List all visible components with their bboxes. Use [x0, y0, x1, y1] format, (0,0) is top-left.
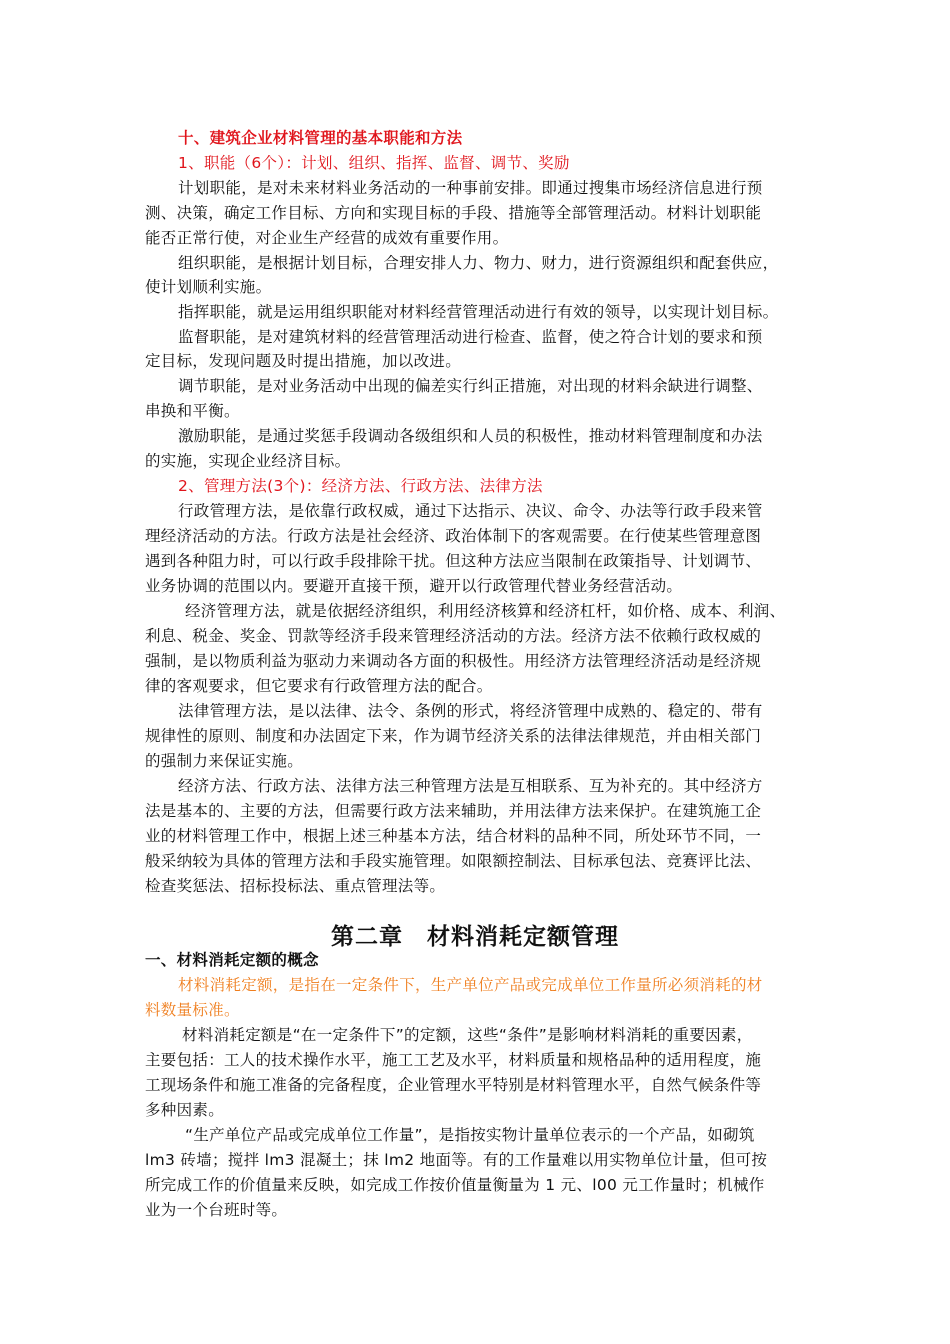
paragraph-line: 业的材料管理工作中，根据上述三种基本方法，结合材料的品种不同，所处环节不同，一	[145, 827, 762, 845]
paragraph-line: 行政管理方法，是依靠行政权威，通过下达指示、决议、命令、办法等行政手段来管	[178, 502, 763, 520]
paragraph-line: 遇到各种阻力时，可以行政手段排除干扰。但这种方法应当限制在政策指导、计划调节、	[145, 552, 762, 570]
paragraph-line: 业为一个台班时等。	[145, 1201, 288, 1219]
paragraph-line: 律的客观要求，但它要求有行政管理方法的配合。	[145, 677, 493, 695]
paragraph-line: 多种因素。	[145, 1101, 225, 1119]
subheading-functions: 1、职能（6个）：计划、组织、指挥、监督、调节、奖励	[178, 154, 570, 172]
paragraph-line: 的实施，实现企业经济目标。	[145, 452, 351, 470]
paragraph-line: 理经济活动的方法。行政方法是社会经济、政治体制下的客观需要。在行使某些管理意图	[145, 527, 762, 545]
paragraph-line: “生产单位产品或完成单位工作量”，是指按实物计量单位表示的一个产品，如砌筑	[185, 1126, 755, 1144]
paragraph-line: 业务协调的范围以内。要避开直接干预，避开以行政管理代替业务经营活动。	[145, 577, 683, 595]
paragraph-line: 法律管理方法，是以法律、法令、条例的形式，将经济管理中成熟的、稳定的、带有	[178, 702, 763, 720]
paragraph-line: 般采纳较为具体的管理方法和手段实施管理。如限额控制法、目标承包法、竞赛评比法、	[145, 852, 762, 870]
section-title: 十、建筑企业材料管理的基本职能和方法	[178, 129, 463, 147]
subheading-methods: 2、管理方法(3个)：经济方法、行政方法、法律方法	[178, 477, 543, 495]
paragraph-line: 规律性的原则、制度和办法固定下来，作为调节经济关系的法律法律规范，并由相关部门	[145, 727, 762, 745]
paragraph-line: 材料消耗定额是“在一定条件下”的定额，这些“条件”是影响材料消耗的重要因素，	[182, 1026, 753, 1044]
paragraph-line: 经济管理方法，就是依据经济组织，利用经济核算和经济杠杆，如价格、成本、利润、	[185, 602, 786, 620]
paragraph-line: 工现场条件和施工准备的完备程度，企业管理水平特别是材料管理水平，自然气候条件等	[145, 1076, 762, 1094]
paragraph-line: 计划职能，是对未来材料业务活动的一种事前安排。即通过搜集市场经济信息进行预	[178, 179, 763, 197]
paragraph-line: 所完成工作的价值量来反映，如完成工作按价值量衡量为 1 元、l00 元工作量时；机械作	[145, 1176, 765, 1194]
paragraph-line: 法是基本的、主要的方法，但需要行政方法来辅助，并用法律方法来保护。在建筑施工企	[145, 802, 762, 820]
section-heading: 一、材料消耗定额的概念	[145, 951, 319, 969]
paragraph-line: 组织职能，是根据计划目标，合理安排人力、物力、财力，进行资源组织和配套供应，	[178, 254, 779, 272]
paragraph-line: 激励职能，是通过奖惩手段调动各级组织和人员的积极性，推动材料管理制度和办法	[178, 427, 763, 445]
paragraph-line: 经济方法、行政方法、法律方法三种管理方法是互相联系、互为补充的。其中经济方	[178, 777, 763, 795]
paragraph-line: 使计划顺利实施。	[145, 278, 272, 296]
paragraph-line: 调节职能，是对业务活动中出现的偏差实行纠正措施，对出现的材料余缺进行调整、	[178, 377, 763, 395]
paragraph-line: 测、决策，确定工作目标、方向和实现目标的手段、措施等全部管理活动。材料计划职能	[145, 204, 762, 222]
paragraph-line: 强制，是以物质利益为驱动力来调动各方面的积极性。用经济方法管理经济活动是经济规	[145, 652, 762, 670]
chapter-title: 第二章 材料消耗定额管理	[331, 924, 619, 950]
definition-line: 材料消耗定额，是指在一定条件下，生产单位产品或完成单位工作量所必须消耗的材	[178, 976, 763, 994]
paragraph-line: lm3 砖墙；搅拌 lm3 混凝土；抹 lm2 地面等。有的工作量难以用实物单位计量，但可按	[145, 1151, 768, 1169]
paragraph-line: 监督职能，是对建筑材料的经营管理活动进行检查、监督，使之符合计划的要求和预	[178, 328, 763, 346]
paragraph-line: 主要包括：工人的技术操作水平，施工工艺及水平，材料质量和规格品种的适用程度，施	[145, 1051, 762, 1069]
paragraph-line: 定目标，发现问题及时提出措施，加以改进。	[145, 352, 462, 370]
paragraph-line: 指挥职能，就是运用组织职能对材料经营管理活动进行有效的领导，以实现计划目标。	[178, 303, 779, 321]
definition-line: 料数量标准。	[145, 1001, 240, 1019]
paragraph-line: 利息、税金、奖金、罚款等经济手段来管理经济活动的方法。经济方法不依赖行政权威的	[145, 627, 762, 645]
paragraph-line: 能否正常行使，对企业生产经营的成效有重要作用。	[145, 229, 509, 247]
paragraph-line: 的强制力来保证实施。	[145, 752, 304, 770]
paragraph-line: 串换和平衡。	[145, 402, 240, 420]
paragraph-line: 检查奖惩法、招标投标法、重点管理法等。	[145, 877, 446, 895]
